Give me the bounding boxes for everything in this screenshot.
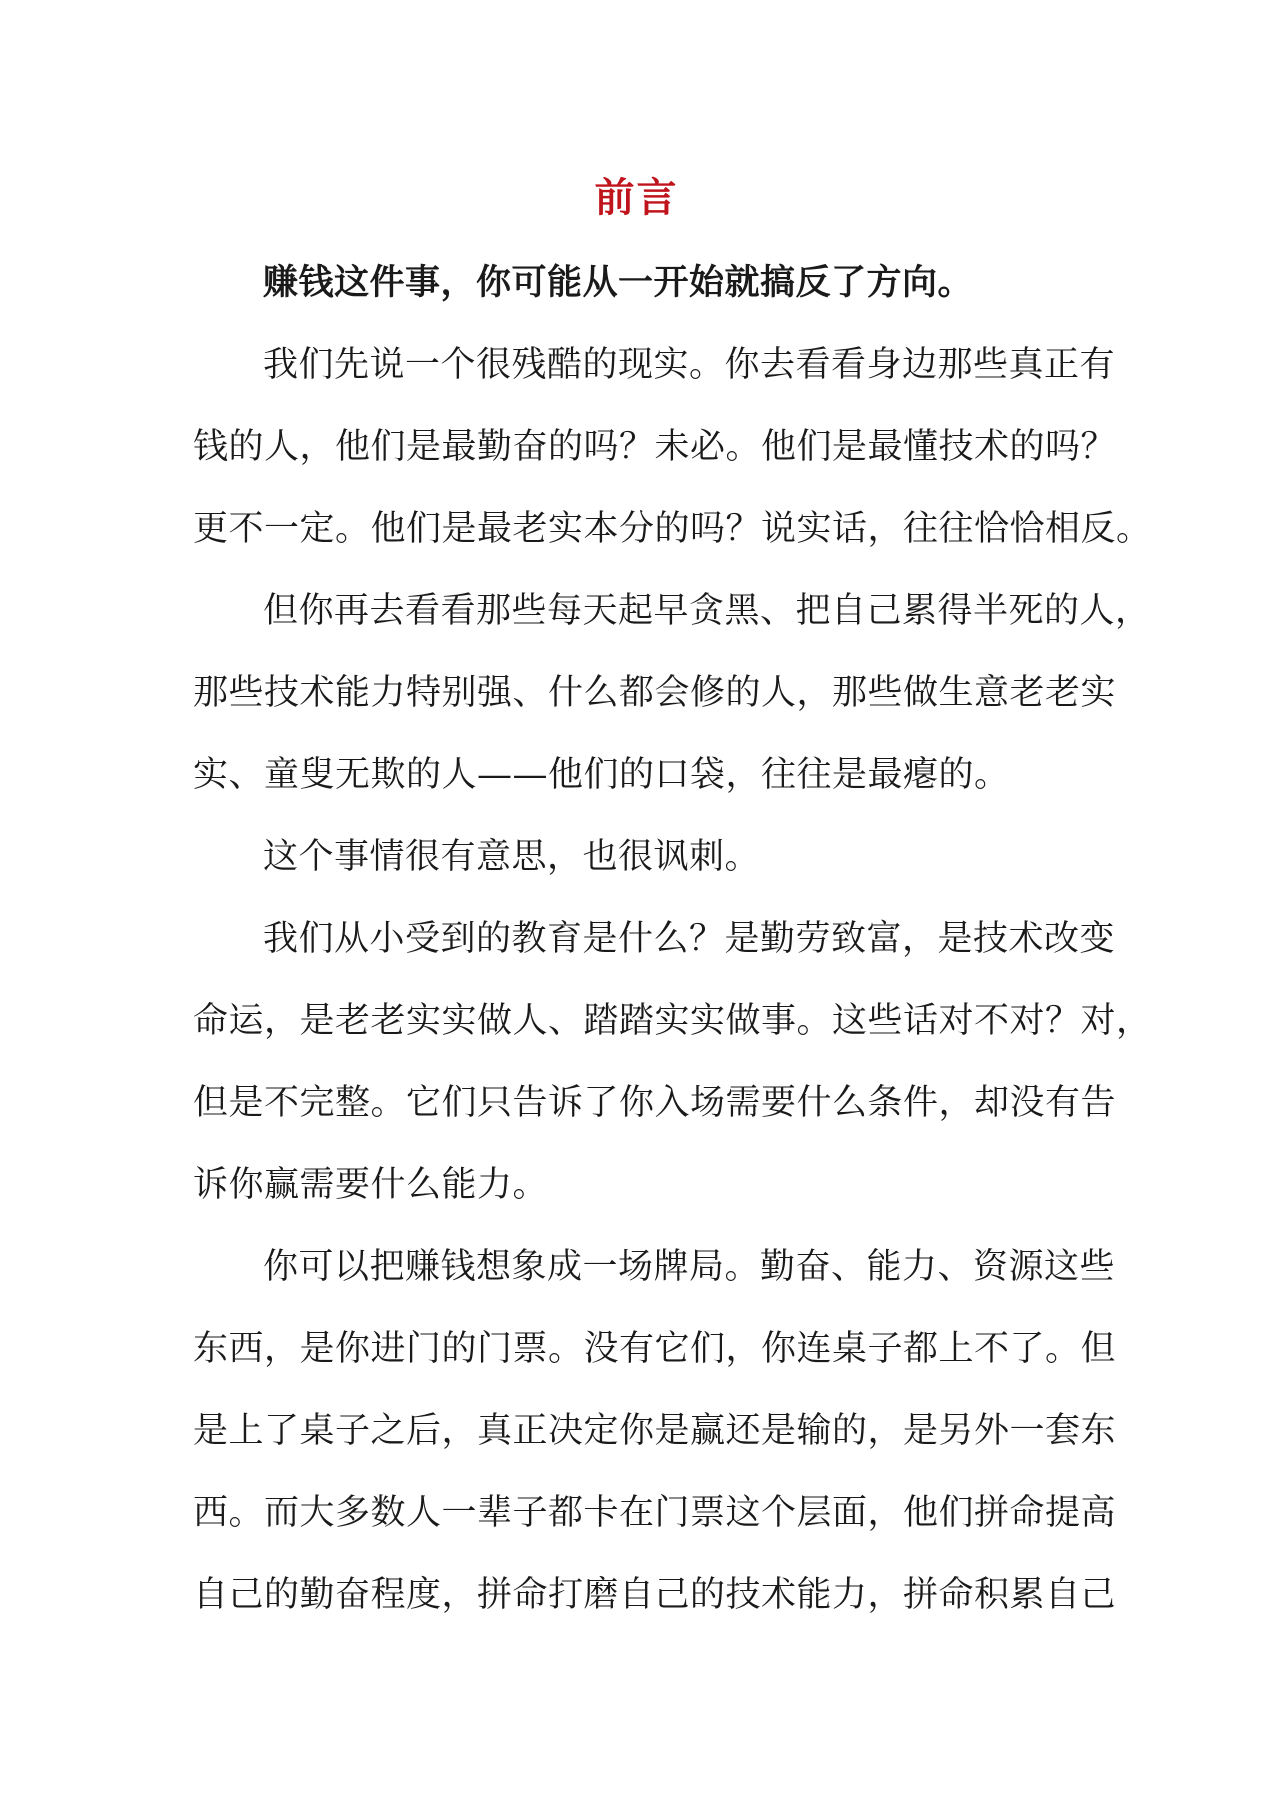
paragraph-line: 我们先说一个很残酷的现实。你去看看身边那些真正有 bbox=[263, 345, 1116, 385]
paragraph-line: 更不一定。他们是最老实本分的吗？说实话，往往恰恰相反。 bbox=[193, 509, 1152, 549]
paragraph-line: 自己的勤奋程度，拼命打磨自己的技术能力，拼命积累自己 bbox=[193, 1575, 1117, 1615]
paragraph-line: 命运，是老老实实做人、踏踏实实做事。这些话对不对？对， bbox=[193, 1001, 1152, 1041]
paragraph-line: 钱的人，他们是最勤奋的吗？未必。他们是最懂技术的吗？ bbox=[193, 427, 1117, 467]
paragraph-line: 是上了桌子之后，真正决定你是赢还是输的，是另外一套东 bbox=[193, 1411, 1117, 1451]
paragraph-line: 实、童叟无欺的人——他们的口袋，往往是最瘪的。 bbox=[193, 755, 1010, 795]
page-title: 前言 bbox=[594, 174, 679, 221]
paragraph-line: 我们从小受到的教育是什么？是勤劳致富，是技术改变 bbox=[263, 919, 1116, 959]
paragraph-line: 那些技术能力特别强、什么都会修的人，那些做生意老老实 bbox=[193, 673, 1117, 713]
paragraph-line: 但你再去看看那些每天起早贪黑、把自己累得半死的人， bbox=[263, 591, 1151, 631]
paragraph-line: 东西，是你进门的门票。没有它们，你连桌子都上不了。但 bbox=[193, 1329, 1117, 1369]
paragraph-line: 这个事情很有意思，也很讽刺。 bbox=[263, 837, 761, 877]
paragraph-line: 但是不完整。它们只告诉了你入场需要什么条件，却没有告 bbox=[193, 1083, 1117, 1123]
paragraph-line: 你可以把赚钱想象成一场牌局。勤奋、能力、资源这些 bbox=[263, 1247, 1116, 1287]
paragraph-line: 西。而大多数人一辈子都卡在门票这个层面，他们拼命提高 bbox=[193, 1493, 1117, 1533]
paragraph-line: 诉你赢需要什么能力。 bbox=[193, 1165, 549, 1205]
lead-sentence: 赚钱这件事，你可能从一开始就搞反了方向。 bbox=[263, 262, 974, 303]
